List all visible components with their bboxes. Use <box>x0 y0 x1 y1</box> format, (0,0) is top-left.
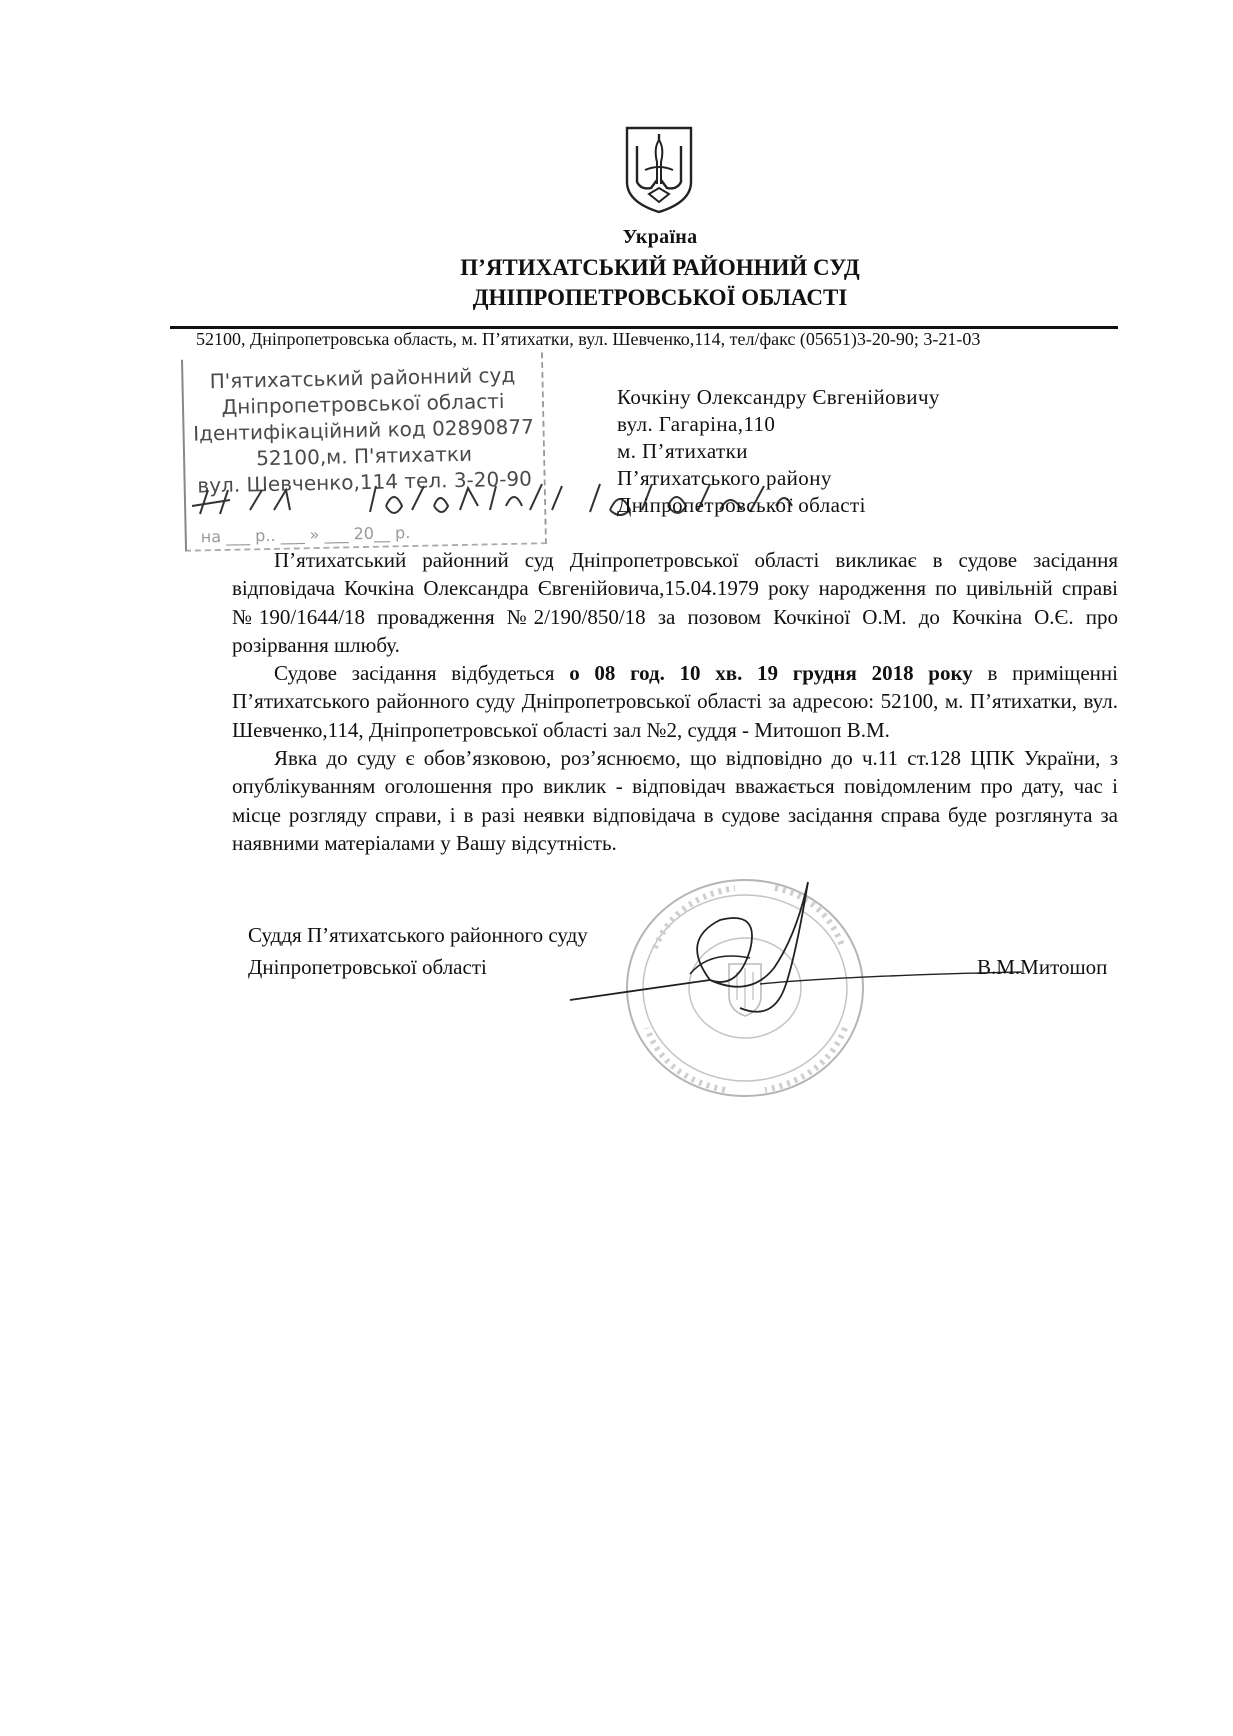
paragraph-2-tail: в приміщенні П’ятихатського районного суду Дніпропетровської області за адресою: 52100, м. П’ятихатки, вул. Шевченко,114, Дніпропетровської області зал №2, суддя - Митошоп В.М. <box>232 661 1118 742</box>
addressee-street: вул. Гагаріна,110 <box>617 412 776 436</box>
addressee-name: Кочкіну Олександру Євгенійовичу <box>617 385 940 409</box>
paragraph-2-lead: Судове засідання відбудеться <box>274 661 570 686</box>
coat-of-arms-emblem <box>621 124 697 216</box>
hearing-datetime: о 08 год. 10 хв. 19 грудня 2018 року <box>569 661 973 686</box>
addressee-city: м. П’ятихатки <box>617 439 748 463</box>
stamp-line-street: вул. Шевченко,114 тел. 3-20-90 <box>197 466 533 498</box>
stamp-line-city: 52100,м. П'ятихатки <box>255 441 473 471</box>
stamp-date-slots: на ___ р.. ___ » ___ 20__ р. <box>200 523 411 547</box>
court-region-title: ДНІПРОПЕТРОВСЬКОЇ ОБЛАСТІ <box>472 285 848 310</box>
addressee-region: Дніпропетровської області <box>617 493 866 517</box>
judge-signature <box>560 880 1030 1060</box>
stamp-line-code: Ідентифікаційний код 02890877 <box>192 414 535 446</box>
country-title: Україна <box>622 226 698 248</box>
stamp-line-court: П'ятихатський районний суд <box>209 362 516 394</box>
addressee-district: П’ятихатського району <box>617 466 832 490</box>
court-address-line: 52100, Дніпропетровська область, м. П’ятихатки, вул. Шевченко,114, тел/факс (05651)3-20-90; 3-21-03 <box>196 329 981 349</box>
svg-text:27.11.18 190/1644/18 10338/201: 27.11.18 190/1644/18 10338/2018 <box>194 511 305 520</box>
addressee-block <box>617 384 940 519</box>
summons-paragraph-1: П’ятихатський районний суд Дніпропетровської області викликає в судове засідання відповідача Кочкіна Олександра Євгенійовича,15.04.1979 року народження по цивільній справі №190/1644/18 провадження №2/190/850/18 за позовом Кочкіної О.М. до Кочкіна О.Є. про розірвання шлюбу. <box>232 548 1118 657</box>
summons-paragraph-3: Явка до суду є обов’язковою, роз’яснюємо, що відповідно до ч.11 ст.128 ЦПК України, з опублікуванням оголошення про виклик - відповідач вважається повідомленим про дату, час і місце розгляду справи, і в разі неявки відповідача в судове засідання справа буде розглянута за наявними матеріалами у Вашу відсутність. <box>232 746 1118 855</box>
court-name-title: П’ЯТИХАТСЬКИЙ РАЙОННИЙ СУД <box>460 255 860 280</box>
signatory-position-line-2: Дніпропетровської області <box>248 955 487 979</box>
judge-name: В.М.Митошоп <box>977 955 1108 979</box>
stamp-line-region: Дніпропетровської області <box>221 389 505 419</box>
signatory-position-line-1: Суддя П’ятихатського районного суду <box>248 923 588 947</box>
summons-body <box>232 546 1118 857</box>
summons-paragraph-2 <box>232 659 1118 744</box>
